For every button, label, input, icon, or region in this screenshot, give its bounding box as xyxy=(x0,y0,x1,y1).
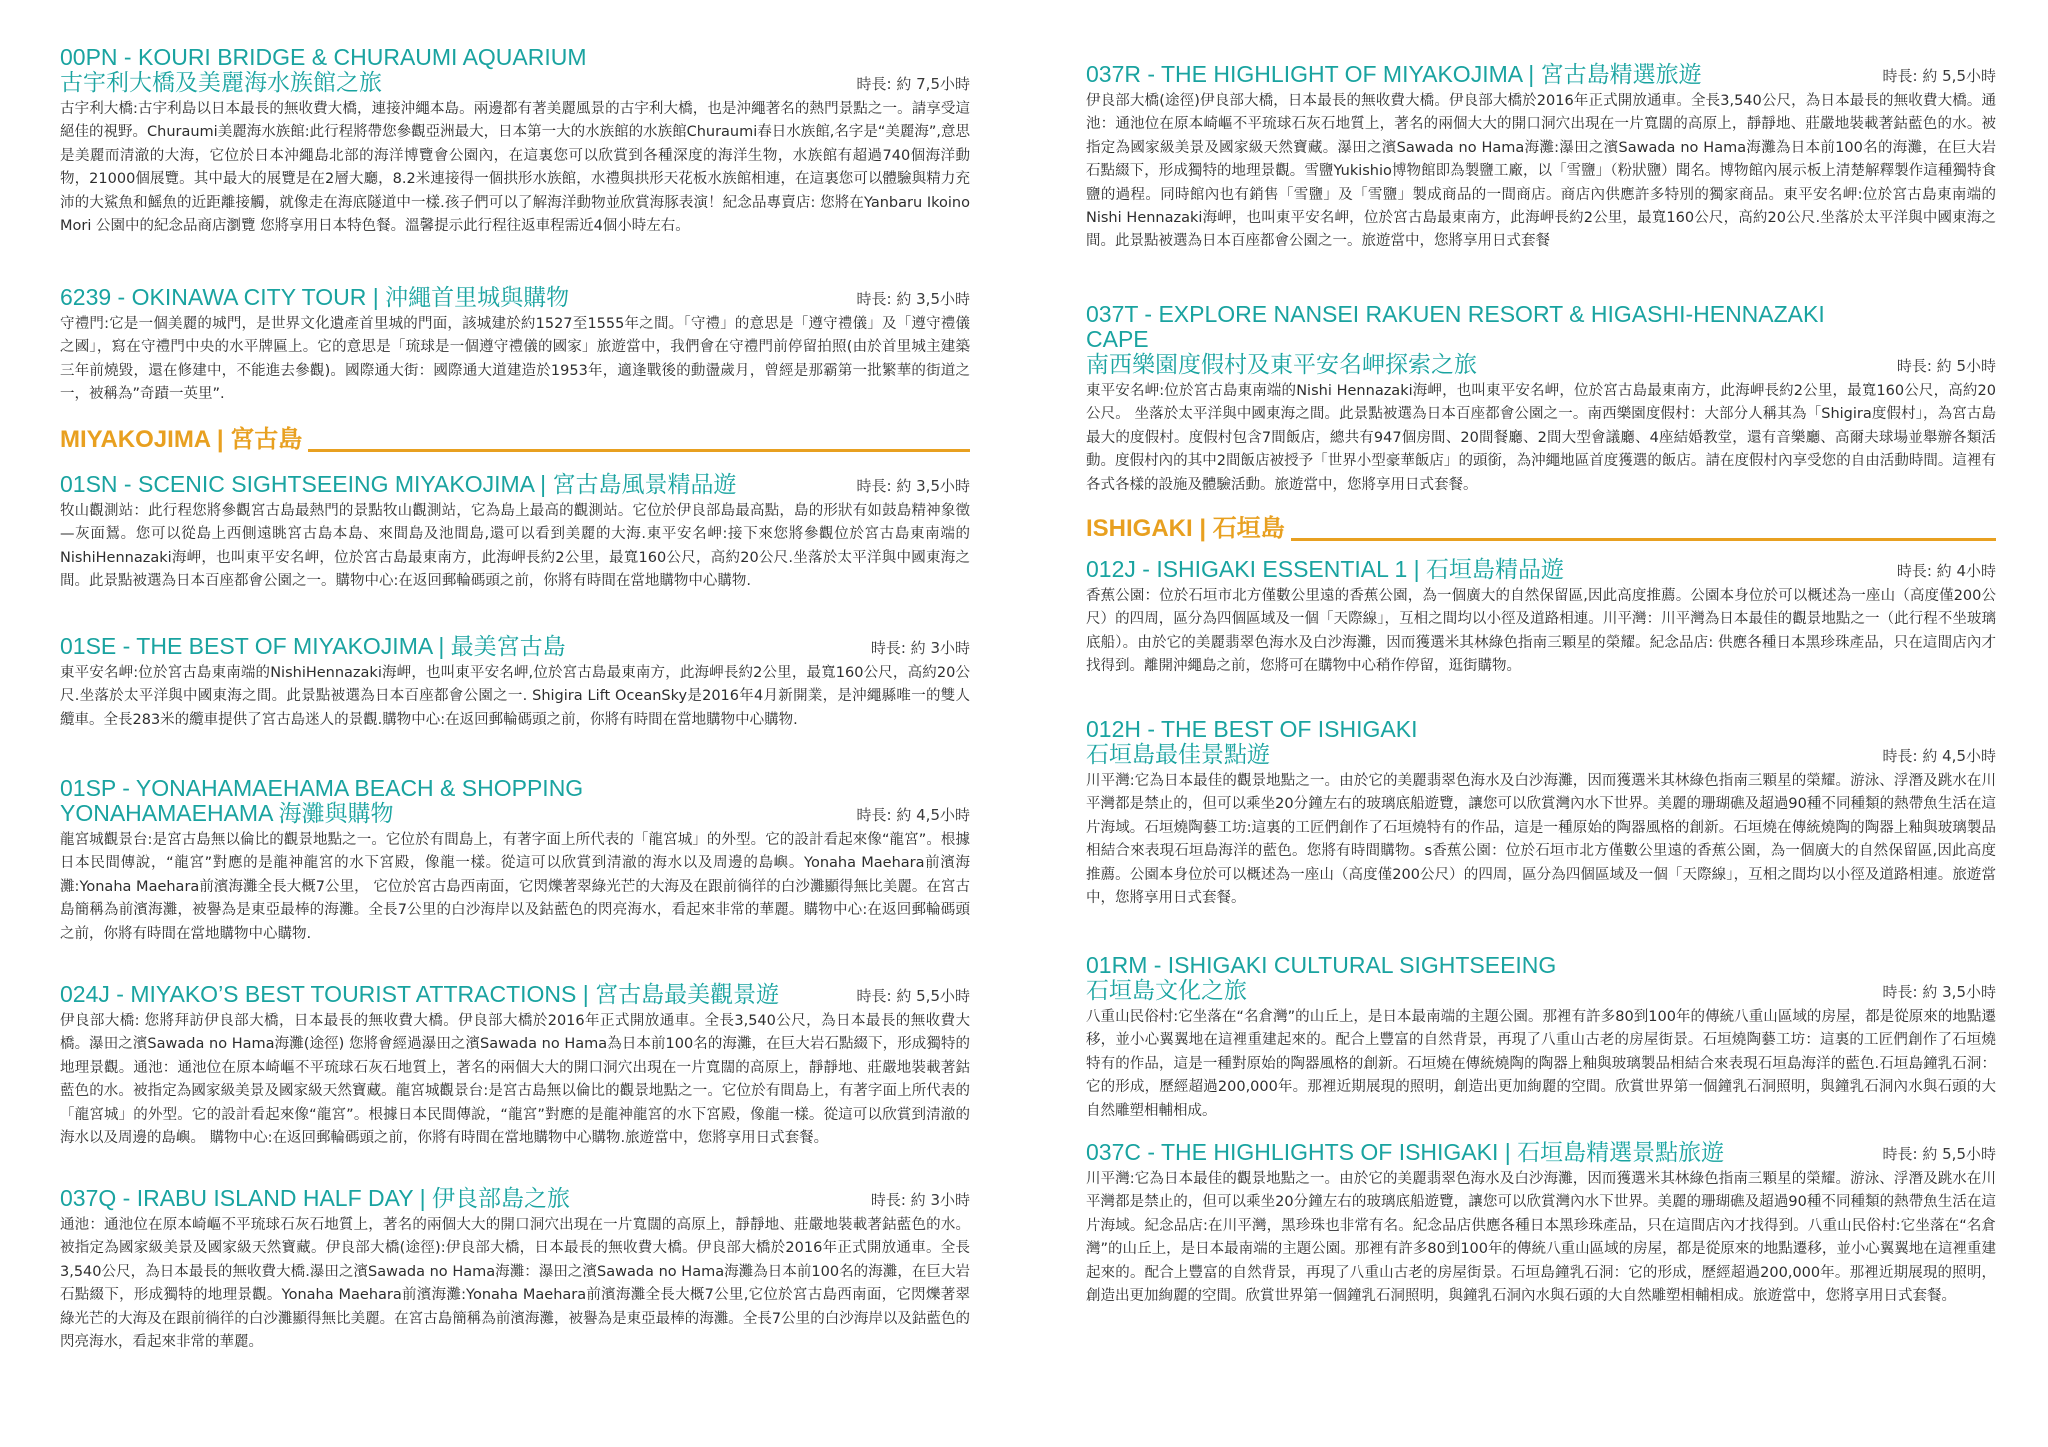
tour-duration: 時長: 約 3,5小時 xyxy=(1882,983,1996,1001)
tour-duration: 時長: 約 5小時 xyxy=(1896,357,1996,375)
tour-037t xyxy=(1086,302,1996,497)
tour-title: 00PN - KOURI BRIDGE & CHURAUMI AQUARIUM 古宇利大橋及美麗海水族館之旅 xyxy=(60,44,587,95)
tour-title: 037Q - IRABU ISLAND HALF DAY | 伊良部島之旅 xyxy=(60,1185,570,1211)
tour-description: 川平灣:它為日本最佳的觀景地點之一。由於它的美麗翡翠色海水及白沙海灘，因而獲選米其林綠色指南三顆星的榮耀。游泳、浮潛及跳水在川平灣都是禁止的，但可以乘坐20分鐘左右的玻璃底船遊覽，讓您可以欣賞灣內水下世界。美麗的珊瑚礁及超過90種不同種類的熱帶魚生活在這片海域。紀念品店:在川平灣，黑珍珠也非常有名。紀念品店供應各種日本黑珍珠產品，只在這間店內才找得到。八重山民俗村:它坐落在“名倉灣”的山丘上，是日本最南端的主題公園。那裡有許多80到100年的傳統八重山區域的房屋，都是從原來的地點遷移，並小心翼翼地在這裡重建起來的。配合上豐富的自然背景，再現了八重山古老的房屋街景。石垣島鐘乳石洞：它的形成，歷經超過200,000年。那裡近期展現的照明，創造出更加絢麗的空間。欣賞世界第一個鐘乳石洞照明，與鐘乳石洞內水與石頭的大自然雕塑相輔相成。旅遊當中，您將享用日式套餐。 xyxy=(1086,1171,1996,1305)
region-header-miyakojima xyxy=(60,424,970,458)
tour-012j xyxy=(1086,557,1996,679)
tour-description: 東平安名岬:位於宮古島東南端的Nishi Hennazaki海岬，也叫東平安名岬，位於宮古島最東南方，此海岬長約2公里，最寬160公尺，高約20公尺。 坐落於太平洋與中國東海之間。此景點被選為日本百座都會公園之一。南西樂園度假村：大部分人稱其為「Shigira度假村」，為宮古島最大的度假村。度假村包含7間飯店，總共有947個房間、20間餐廳、2間大型會議廳、4座結婚教堂，還有音樂廳、高爾夫球場並舉辦各類活動。度假村內的其中2間飯店被授予「世界小型豪華飯店」的頭銜，為沖繩地區首度獲選的飯店。請在度假村內享受您的自由活動時間。這裡有各式各樣的設施及體驗活動。旅遊當中，您將享用日式套餐。 xyxy=(1086,383,1996,493)
tour-title: 01SN - SCENIC SIGHTSEEING MIYAKOJIMA | 宮古島風景精品遊 xyxy=(60,471,737,497)
tour-00pn xyxy=(60,45,970,238)
tour-description: 八重山民俗村:它坐落在“名倉灣”的山丘上，是日本最南端的主題公園。那裡有許多80到100年的傳統八重山區域的房屋，都是從原來的地點遷移，並小心翼翼地在這裡重建起來的。配合上豐富的自然背景，再現了八重山古老的房屋街景。石垣燒陶藝工坊：這裏的工匠們創作了石垣燒特有的作品，這是一種對原始的陶器風格的創新。石垣燒在傳統燒陶的陶器上釉與玻璃製品相結合來表現石垣島海洋的藍色.石垣島鐘乳石洞：它的形成，歷經超過200,000年。那裡近期展現的照明，創造出更加絢麗的空間。欣賞世界第一個鐘乳石洞照明，與鐘乳石洞內水與石頭的大自然雕塑相輔相成。 xyxy=(1086,1009,1996,1119)
tour-title: 01SE - THE BEST OF MIYAKOJIMA | 最美宮古島 xyxy=(60,633,566,659)
tour-037r xyxy=(1086,62,1996,254)
tour-title: 01SP - YONAHAMAEHAMA BEACH & SHOPPING YONAHAMAEHAMA 海灘與購物 xyxy=(60,775,584,826)
tour-duration: 時長: 約 4,5小時 xyxy=(1882,747,1996,765)
tour-description: 龍宮城觀景台:是宮古島無以倫比的觀景地點之一。它位於有間島上，有著字面上所代表的「龍宮城」的外型。它的設計看起來像“龍宮”。根據日本民間傳說，“龍宮”對應的是龍神龍宮的水下宮殿，像龍一樣。從這可以欣賞到清澈的海水以及周邊的島嶼。Yonaha Maehara前濱海灘:Yonaha Maehara前濱海灘全長大概7公里， 它位於宮古島西南面，它閃爍著翠綠光芒的大海及在跟前徜徉的白沙灘顯得無比美麗。在宮古島簡稱為前濱海灘，被譽為是東亞最棒的海灘。全長7公里的白沙海岸以及鈷藍色的閃亮海水，看起來非常的華麗。購物中心:在返回郵輪碼頭之前，你將有時間在當地購物中心購物. xyxy=(60,832,970,942)
tour-description: 香蕉公園：位於石垣市北方僅數公里遠的香蕉公園，為一個廣大的自然保留區,因此高度推薦。公園本身位於可以概述為一座山（高度僅200公尺）的四周，區分為四個區域及一個「天際線」，互相之間均以小徑及道路相連。川平灣：川平灣為日本最佳的觀景地點之一（此行程不坐玻璃底船）。由於它的美麗翡翠色海水及白沙海灘，因而獲選米其林綠色指南三顆星的榮耀。紀念品店: 供應各種日本黑珍珠產品，只在這間店內才找得到。離開沖繩島之前，您將可在購物中心稍作停留，逛街購物。 xyxy=(1086,588,1996,675)
region-label: ISHIGAKI | 石垣島 xyxy=(1086,515,1291,543)
tour-01se xyxy=(60,634,970,732)
tour-title: 037R - THE HIGHLIGHT OF MIYAKOJIMA | 宮古島精選旅遊 xyxy=(1086,61,1702,87)
tour-duration: 時長: 約 4小時 xyxy=(1896,562,1996,580)
tour-title: 012J - ISHIGAKI ESSENTIAL 1 | 石垣島精品遊 xyxy=(1086,556,1565,582)
tour-duration: 時長: 約 5,5小時 xyxy=(1882,67,1996,85)
tour-title: 012H - THE BEST OF ISHIGAKI 石垣島最佳景點遊 xyxy=(1086,716,1418,767)
tour-description: 古宇利大橋:古宇利島以日本最長的無收費大橋，連接沖繩本島。兩邊都有著美麗風景的古宇利大橋，也是沖繩著名的熱門景點之一。請享受這絕佳的視野。Churaumi美麗海水族館:此行程將帶您參觀亞洲最大，日本第一大的水族館的水族館Churaumi春日水族館,名字是“美麗海”,意思是美麗而清澈的大海，它位於日本沖繩島北部的海洋博覽會公園內，在這裏您可以欣賞到各種深度的海洋生物，水族館有超過740個海洋動物，21000個展覽。其中最大的展覽是在2層大廳，8.2米連接得一個拱形水族館，水禮與拱形天花板水族館相連，在這裏您可以體驗與精力充沛的大鯊魚和鰩魚的近距離接觸，就像走在海底隧道中一樣.孩子們可以了解海洋動物並欣賞海豚表演！紀念品專賣店: 您將在Yanbaru Ikoino Mori 公園中的紀念品商店瀏覽 您將享用日本特色餐。溫馨提示此行程往返車程需近4個小時左右。 xyxy=(60,101,970,235)
tour-duration: 時長: 約 5,5小時 xyxy=(856,987,970,1005)
tour-01sp xyxy=(60,776,970,946)
tour-012h xyxy=(1086,717,1996,910)
tour-duration: 時長: 約 5,5小時 xyxy=(1882,1145,1996,1163)
tour-duration: 時長: 約 7,5小時 xyxy=(856,75,970,93)
tour-title: 037C - THE HIGHLIGHTS OF ISHIGAKI | 石垣島精選景點旅遊 xyxy=(1086,1139,1725,1165)
tour-description: 守禮門:它是一個美麗的城門，是世界文化遺產首里城的門面，該城建於約1527至1555年之間。「守禮」的意思是「遵守禮儀」及「遵守禮儀之國」，寫在守禮門中央的水平牌匾上。它的意思是「琉球是一個遵守禮儀的國家」旅遊當中，我們會在守禮門前停留拍照(由於首里城主建築三年前燒毀，還在修建中，不能進去參觀)。國際通大街：國際通大道建造於1953年，適逢戰後的動盪歲月，曾經是那霸第一批繁華的街道之一，被稱為”奇蹟一英里”. xyxy=(60,316,970,403)
tour-037c xyxy=(1086,1140,1996,1308)
tour-title: 6239 - OKINAWA CITY TOUR | 沖繩首里城與購物 xyxy=(60,284,570,310)
tour-title: 037T - EXPLORE NANSEI RAKUEN RESORT & HIGASHI-HENNAZAKI CAPE 南西樂園度假村及東平安名岬探索之旅 xyxy=(1086,301,1825,377)
tour-description: 通池：通池位在原本崎嶇不平琉球石灰石地質上，著名的兩個大大的開口洞穴出現在一片寬闊的高原上，靜靜地、莊嚴地裝載著鈷藍色的水。被指定為國家級美景及國家級天然寶藏。伊良部大橋(途徑):伊良部大橋，日本最長的無收費大橋。伊良部大橋於2016年正式開放通車。全長3,540公尺，為日本最長的無收費大橋.瀑田之濱Sawada no Hama海灘：瀑田之濱Sawada no Hama海灘為日本前100名的海灘，在巨大岩石點綴下，形成獨特的地理景觀。Yonaha Maehara前濱海灘:Yonaha Maehara前濱海灘全長大概7公里,它位於宮古島西南面，它閃爍著翠綠光芒的大海及在跟前徜徉的白沙灘顯得無比美麗。在宮古島簡稱為前濱海灘，被譽為是東亞最棒的海灘。全長7公里的白沙海岸以及鈷藍色的閃亮海水，看起來非常的華麗。 xyxy=(60,1217,970,1351)
tour-description: 牧山觀測站：此行程您將參觀宮古島最熱門的景點牧山觀測站，它為島上最高的觀測站。它位於伊良部島最高點，島的形狀有如鼓島精神象徵—灰面鵟。您可以從島上西側遠眺宮古島本島、來間島及池間島,還可以看到美麗的大海.東平安名岬:接下來您將參觀位於宮古島東南端的NishiHennazaki海岬，也叫東平安名岬，位於宮古島最東南方，此海岬長約2公里，最寬160公尺，高約20公尺.坐落於太平洋與中國東海之間。此景點被選為日本百座都會公園之一。購物中心:在返回郵輪碼頭之前，你將有時間在當地購物中心購物. xyxy=(60,503,970,590)
tour-description: 川平灣:它為日本最佳的觀景地點之一。由於它的美麗翡翠色海水及白沙海灘，因而獲選米其林綠色指南三顆星的榮耀。游泳、浮潛及跳水在川平灣都是禁止的，但可以乘坐20分鐘左右的玻璃底船遊覽，讓您可以欣賞灣內水下世界。美麗的珊瑚礁及超過90種不同種類的熱帶魚生活在這片海域。石垣燒陶藝工坊:這裏的工匠們創作了石垣燒特有的作品，這是一種原始的陶器風格的創新。石垣燒在傳統燒陶的陶器上釉與玻璃製品相結合來表現石垣島海洋的藍色。您將有時間購物。s香蕉公園：位於石垣市北方僅數公里遠的香蕉公園，為一個廣大的自然保留區,因此高度推薦。公園本身位於可以概述為一座山（高度僅200公尺）的四周，區分為四個區域及一個「天際線」，互相之間均以小徑及道路相連。旅遊當中，您將享用日式套餐。 xyxy=(1086,773,1996,907)
tour-description: 伊良部大橋(途徑)伊良部大橋，日本最長的無收費大橋。伊良部大橋於2016年正式開放通車。全長3,540公尺，為日本最長的無收費大橋。通池：通池位在原本崎嶇不平琉球石灰石地質上，著名的兩個大大的開口洞穴出現在一片寬闊的高原上，靜靜地、莊嚴地裝載著鈷藍色的水。被指定為國家級美景及國家級天然寶藏。瀑田之濱Sawada no Hama海灘:瀑田之濱Sawada no Hama海灘為日本前100名的海灘，在巨大岩石點綴下，形成獨特的地理景觀。雪鹽Yukishio博物館即為製鹽工廠，以「雪鹽」（粉狀鹽）聞名。博物館內展示板上清楚解釋製作這種獨特食鹽的過程。同時館內也有銷售「雪鹽」及「雪鹽」製成商品的一間商店。商店內供應許多特別的獨家商品。東平安名岬:位於宮古島東南端的Nishi Hennazaki海岬，也叫東平安名岬，位於宮古島最東南方，此海岬長約2公里，最寬160公尺，高約20公尺.坐落於太平洋與中國東海之間。此景點被選為日本百座都會公園之一。旅遊當中，您將享用日式套餐 xyxy=(1086,93,1996,250)
tour-01rm xyxy=(1086,953,1996,1123)
tour-037q xyxy=(60,1186,970,1354)
tour-duration: 時長: 約 3,5小時 xyxy=(856,290,970,308)
tour-024j xyxy=(60,982,970,1150)
tour-duration: 時長: 約 3小時 xyxy=(870,639,970,657)
tour-6239 xyxy=(60,285,970,407)
tour-duration: 時長: 約 3,5小時 xyxy=(856,477,970,495)
region-label: MIYAKOJIMA | 宮古島 xyxy=(60,426,308,454)
tour-01sn xyxy=(60,472,970,594)
tour-duration: 時長: 約 3小時 xyxy=(870,1191,970,1209)
tour-description: 伊良部大橋: 您將拜訪伊良部大橋，日本最長的無收費大橋。伊良部大橋於2016年正式開放通車。全長3,540公尺，為日本最長的無收費大橋。瀑田之濱Sawada no Hama海灘(途徑) 您將會經過瀑田之濱Sawada no Hama為日本前100名的海灘，在巨大岩石點綴下，形成獨特的地理景觀。通池：通池位在原本崎嶇不平琉球石灰石地質上，著名的兩個大大的開口洞穴出現在一片寬闊的高原上，靜靜地、莊嚴地裝載著鈷藍色的水。被指定為國家級美景及國家級天然寶藏。龍宮城觀景台:是宮古島無以倫比的觀景地點之一。它位於有間島上，有著字面上所代表的「龍宮城」的外型。它的設計看起來像“龍宮”。根據日本民間傳說，“龍宮”對應的是龍神龍宮的水下宮殿，像龍一樣。從這可以欣賞到清澈的海水以及周邊的島嶼。 購物中心:在返回郵輪碼頭之前，你將有時間在當地購物中心購物.旅遊當中，您將享用日式套餐。 xyxy=(60,1013,970,1147)
tour-title: 01RM - ISHIGAKI CULTURAL SIGHTSEEING 石垣島文化之旅 xyxy=(1086,952,1557,1003)
tour-description: 東平安名岬:位於宮古島東南端的NishiHennazaki海岬，也叫東平安名岬,位於宮古島最東南方，此海岬長約2公里，最寬160公尺，高約20公尺.坐落於太平洋與中國東海之間。此景點被選為日本百座都會公園之一. Shigira Lift OceanSky是2016年4月新開業，是沖繩縣唯一的雙人纜車。全長283米的纜車提供了宮古島迷人的景觀.購物中心:在返回郵輪碼頭之前，你將有時間在當地購物中心購物. xyxy=(60,665,970,728)
region-header-ishigaki xyxy=(1086,513,1996,547)
tour-title: 024J - MIYAKO’S BEST TOURIST ATTRACTIONS | 宮古島最美觀景遊 xyxy=(60,981,780,1007)
tour-duration: 時長: 約 4,5小時 xyxy=(856,806,970,824)
